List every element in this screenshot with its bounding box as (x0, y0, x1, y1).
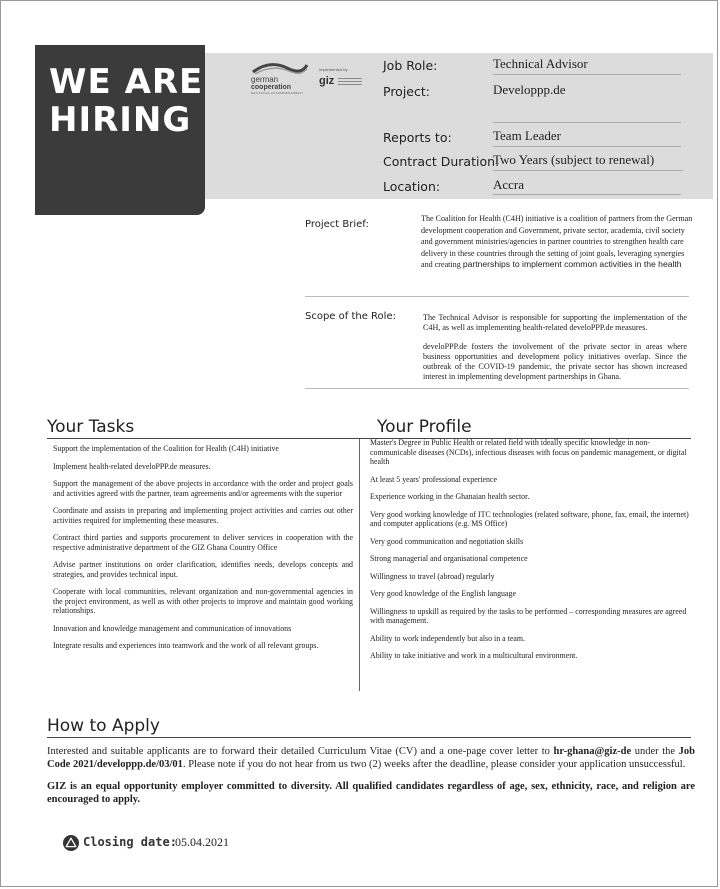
apply-heading: How to Apply (47, 716, 160, 736)
location-value: Accra (493, 177, 525, 192)
list-item: Advise partner institutions on order clarification, identifies needs, develops concepts and strategies, and provides technical input. (53, 560, 353, 579)
wave-icon (251, 61, 309, 75)
apply-text-c: . Please note if you do not hear from us two (2) weeks after the deadline, please consider your application unsuccessful. (182, 758, 686, 770)
list-item: Integrate results and experiences into teamwork and the work of all relevant groups. (53, 641, 319, 650)
apply-email-link[interactable]: hr-ghana@giz-de (553, 746, 632, 757)
project-brief-emphasis: partnerships to implement common activities in the health (462, 259, 682, 269)
reports-to-underline (493, 146, 681, 147)
contract-duration-underline (493, 170, 683, 171)
profile-heading: Your Profile (377, 417, 472, 437)
contract-duration-value: Two Years (subject to renewal) (493, 152, 655, 167)
list-item: Ability to take initiative and work in a multicultural environment. (370, 651, 578, 660)
giz-logo (319, 67, 365, 93)
apply-paragraph-2 (47, 781, 695, 806)
equal-opportunity-statement: GIZ is an equal opportunity employer committed to diversity. All qualified candidates regardless of age, sex, ethnicity, race, and religion are encouraged to apply. (47, 781, 695, 805)
scope-paragraph-2: develoPPP.de fosters the involvement of the private sector in areas where business opportunities and development policy initiatives overlap. Since the outbreak of the COVID-19 pandemic, the private sector has shown increased interest in implementing development partnerships in Ghana. (423, 342, 687, 381)
hiring-banner (35, 45, 205, 215)
scope-paragraph-1: The Technical Advisor is responsible for supporting the implementation of the C4H, as well as implementing health-related develoPPP.de measures. (423, 313, 687, 332)
giz-tagline-lines (338, 78, 362, 86)
tasks-list (53, 444, 353, 651)
list-item: Implement health-related develoPPP.de measures. (53, 461, 211, 471)
project-label: Project: (383, 84, 430, 99)
list-item: Cooperate with local communities, relevant organization and non-governmental agencies in the project environment, as well as with other projects to improve and maintain good working relationships. (53, 587, 353, 615)
list-item: Very good working knowledge of ITC technologies (related software, phone, fax, email, the internet) and computer applications (e.g. MS Office) (370, 509, 689, 528)
list-item: Coordinate and assists in preparing and implementing project activities and carries out other activities required for implementing these measures. (53, 506, 353, 525)
project-value: Developpp.de (493, 82, 566, 97)
apply-text (47, 746, 695, 816)
apply-rule (47, 737, 691, 738)
contract-duration-label: Contract Duration: (383, 154, 500, 169)
job-role-label: Job Role: (383, 58, 438, 73)
apply-text-b: under the (631, 746, 679, 757)
list-item: Willingness to travel (abroad) regularly (370, 571, 495, 581)
logo-text-deutsche: DEUTSCHE ZUSAMMENARBEIT (251, 91, 304, 95)
list-item: Innovation and knowledge management and communication of innovations (53, 623, 292, 633)
logo-text-cooperation: cooperation (251, 84, 292, 91)
banner-line-1: WE ARE (49, 62, 204, 102)
column-divider (359, 439, 360, 691)
list-item: Very good communication and negotiation skills (370, 536, 524, 546)
list-item: Strong managerial and organisational competence (370, 554, 528, 563)
profile-list (370, 438, 690, 661)
warning-icon (63, 835, 79, 851)
closing-date-label: Closing date: (83, 835, 177, 849)
scope-rule (305, 388, 689, 389)
scope-label: Scope of the Role: (305, 311, 396, 322)
apply-paragraph-1 (47, 746, 695, 771)
job-role-value: Technical Advisor (493, 56, 588, 71)
scope-text (423, 313, 687, 391)
project-brief-label: Project Brief: (305, 219, 369, 230)
location-underline (493, 194, 681, 195)
reports-to-label: Reports to: (383, 130, 452, 145)
project-underline (493, 122, 681, 123)
giz-wordmark: giz (319, 75, 335, 87)
job-role-underline (493, 74, 681, 75)
giz-implemented-by: Implemented by (319, 67, 348, 72)
list-item: Support the management of the above projects in accordance with the order and project goals and activities agreed with the partner, team agreements and/or agreements with the superior (53, 479, 353, 498)
reports-to-value: Team Leader (493, 128, 562, 143)
list-item: At least 5 years' professional experience (370, 474, 497, 484)
closing-date-value: 05.04.2021 (175, 835, 229, 849)
list-item: Very good knowledge of the English language (370, 589, 516, 598)
apply-text-a: Interested and suitable applicants are to forward their detailed Curriculum Vitae (CV) and a one-page cover letter to (47, 746, 554, 757)
list-item: Experience working in the Ghanaian health sector. (370, 492, 530, 501)
list-item: Willingness to upskill as required by the tasks to be performed – corresponding measures are agreed with management. (370, 606, 687, 625)
list-item: Master's Degree in Public Health or related field with ideally specific knowledge in non-communicable diseases (NCDs), infectious diseases with focus on pandemic management, or digital health (370, 438, 687, 466)
project-brief-text (421, 213, 693, 271)
list-item: Support the implementation of the Coalition for Health (C4H) initiative (53, 444, 279, 453)
banner-line-2: HIRING (49, 100, 192, 140)
apply-job-code: Job Code 2021/developpp.de/03/01 (47, 746, 695, 770)
list-item: Ability to work independently but also in a team. (370, 633, 525, 643)
location-label: Location: (383, 179, 441, 194)
project-brief-body: The Coalition for Health (C4H) initiative is a coalition of partners from the German development cooperation and Government, private sector, academia, civil society and government ministries/agencies in partner countries to strengthen health care delivery in these countries through the setting of joint goals, leveraging synergies and creating (421, 214, 693, 269)
logo-text-german: german (251, 75, 279, 84)
project-brief-rule (305, 296, 689, 297)
german-cooperation-logo (251, 61, 311, 97)
list-item: Contract third parties and supports procurement to deliver services in cooperation with the respective administrative department of the GIZ Ghana Country Office (53, 533, 353, 552)
tasks-heading: Your Tasks (47, 417, 135, 437)
